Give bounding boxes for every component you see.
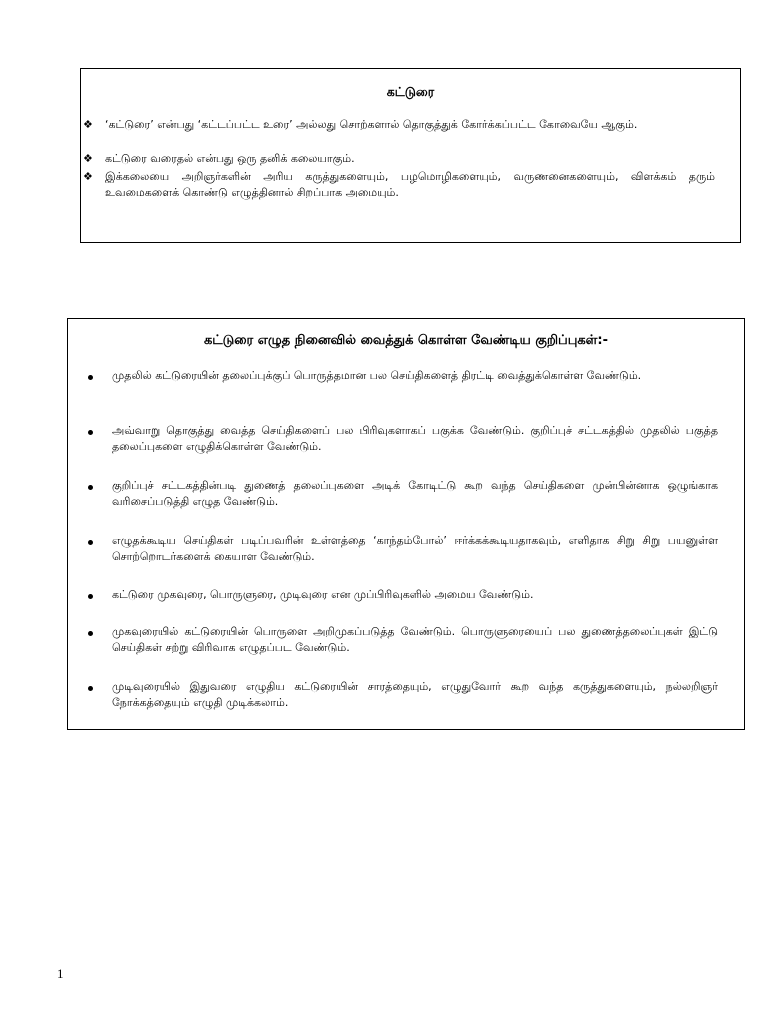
intro-item: ❖ கட்டுரை வரைதல் என்பது ஒரு தனிக் கலையாகும். bbox=[83, 152, 355, 165]
tip-item: குறிப்புச் சட்டகத்தின்படி துணைத் தலைப்புகளை அடிக் கோடிட்டு கூற வந்த செய்திகளை முன்பின்னாக ஒழுங்காக வரிசைப்படுத்தி எழுத வேண்டும். bbox=[112, 479, 718, 508]
tip-item: முடிவுரையில் இதுவரை எழுதிய கட்டுரையின் சாரத்தையும், எழுதுவோர் கூற வந்த கருத்துகளையும், நல்லறிஞர் நோக்கத்தையும் எழுதி முடிக்கலாம். bbox=[112, 680, 718, 709]
bullet-dot-icon bbox=[88, 485, 93, 490]
bullet-dot-icon bbox=[88, 631, 93, 636]
intro-box bbox=[80, 68, 741, 243]
diamond-bullet-icon: ❖ bbox=[83, 118, 93, 131]
bullet-dot-icon bbox=[88, 594, 93, 599]
diamond-bullet-icon: ❖ bbox=[83, 152, 93, 165]
page-number: 1 bbox=[57, 966, 64, 981]
bullet-dot-icon bbox=[88, 430, 93, 435]
tips-title: கட்டுரை எழுத நினைவில் வைத்துக் கொள்ள வேண்டிய குறிப்புகள்:- bbox=[203, 333, 609, 348]
diamond-bullet-icon: ❖ bbox=[83, 170, 93, 183]
tips-box bbox=[67, 318, 745, 730]
tip-item: அவ்வாறு தொகுத்து வைத்த செய்திகளைப் பல பிரிவுகளாகப் பகுக்க வேண்டும். குறிப்புச் சட்டகத்தில் முதலில் பகுத்த தலைப்புகளை எழுதிக்கொள்ள வேண்டும். bbox=[112, 424, 718, 453]
tip-item: முகவுரையில் கட்டுரையின் பொருளை அறிமுகப்படுத்த வேண்டும். பொருளுரையைப் பல துணைத்தலைப்புகள் இட்டு செய்திகள் சற்று விரிவாக எழுதப்பட வேண்டும். bbox=[112, 625, 718, 654]
intro-item: ❖ இக்கலையை அறிஞர்களின் அரிய கருத்துகளையும், பழமொழிகளையும், வருணனைகளையும், விளக்கம் தரும் உவமைகளைக் கொண்டு எழுத்தினால் சிறப்பாக அமையும். bbox=[83, 170, 715, 199]
tip-item: முதலில் கட்டுரையின் தலைப்புக்குப் பொருத்தமான பல செய்திகளைத் திரட்டி வைத்துக்கொள்ள வேண்டும். bbox=[112, 369, 642, 382]
intro-item: ❖ ‘கட்டுரை’ என்பது ‘கட்டப்பட்ட உரை’ அல்லது சொற்களால் தொகுத்துக் கோர்க்கப்பட்ட கோவையே ஆகும். bbox=[83, 118, 638, 131]
intro-title: கட்டுரை bbox=[386, 84, 435, 99]
tip-item: கட்டுரை முகவுரை, பொருளுரை, முடிவுரை என முப்பிரிவுகளில் அமைய வேண்டும். bbox=[112, 588, 534, 601]
bullet-dot-icon bbox=[88, 686, 93, 691]
bullet-dot-icon bbox=[88, 540, 93, 545]
bullet-dot-icon bbox=[88, 375, 93, 380]
tip-item: எழுதக்கூடிய செய்திகள் படிப்பவரின் உள்ளத்தை ‘காந்தம்போல்’ ஈர்க்கக்கூடியதாகவும், எளிதாக சிறு சிறு பயனுள்ள சொற்றொடர்களைக் கையாள வேண்டும். bbox=[112, 534, 718, 563]
